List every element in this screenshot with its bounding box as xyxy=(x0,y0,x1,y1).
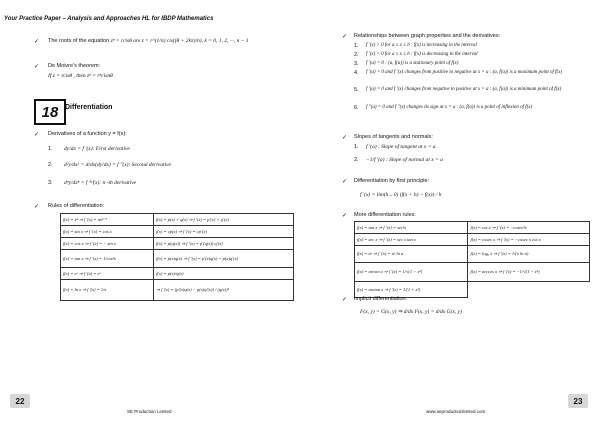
check-icon: ✓ xyxy=(342,34,348,40)
list-item: d²y/dx² = d/dx(dy/dx) = f ″(x): Second derivative xyxy=(64,162,171,168)
table-cell: f(x) = sec x ⇒ f ′(x) = sec x tan x xyxy=(355,234,468,246)
implicit-equation: F(x, y) = G(x, y) ⇒ d/dx F(x, y) = d/dx G(x, y) xyxy=(360,309,462,315)
implicit-intro: Implicit differentiation: xyxy=(354,296,408,302)
publisher-text: SE Production Limited xyxy=(127,409,172,414)
table-cell: f(x) = p(x) + q(x) ⇒ f ′(x) = p′(x) + q′(x) xyxy=(154,214,294,226)
table-cell: ⇒ f ′(x) = (p′(x)q(x) − p(x)q′(x)) / (q(x))² xyxy=(154,280,294,301)
table-row xyxy=(61,280,294,301)
table-cell: f(x) = ln x ⇒ f ′(x) = 1/x xyxy=(61,280,154,301)
table-cell: f(x) = p(q(x)) ⇒ f ′(x) = p′(q(x))·q′(x) xyxy=(154,238,294,250)
list-item: −1/f ′(a) : Slope of normal at x = a xyxy=(366,157,443,163)
table-cell: f(x) = sin x ⇒ f ′(x) = cos x xyxy=(61,226,154,238)
check-icon: ✓ xyxy=(342,135,348,141)
table-cell xyxy=(468,282,590,298)
table-cell: f(x) = arctan x ⇒ f ′(x) = 1/(1 + x²) xyxy=(355,282,468,298)
demoivre-body: If z = rcisθ , then zⁿ = rⁿcisnθ xyxy=(48,73,113,79)
website-text: www.seproductionlimited.com xyxy=(426,409,486,414)
list-item: f ′(a) = 0 and f ′(x) changes from positive to negative at x = a : (a, f(a)) is a maximum point of f(x) xyxy=(366,70,563,75)
list-number: 6. xyxy=(354,105,359,111)
table-cell: f(x) = cos x ⇒ f ′(x) = − sin x xyxy=(61,238,154,250)
list-item: f ′(a) = 0 and f ′(x) changes from negative to positive at x = a : (a, f(a)) is a minimum point of f(x) xyxy=(366,87,562,92)
list-number: 2. xyxy=(354,157,359,163)
list-item: dy/dx = f ′(x): First derivative xyxy=(64,146,130,152)
table-row xyxy=(355,263,590,282)
list-number: 3. xyxy=(48,180,53,186)
check-icon: ✓ xyxy=(34,132,40,138)
more-rules-intro: More differentiation rules: xyxy=(354,212,416,218)
check-icon: ✓ xyxy=(342,213,348,219)
rules-table xyxy=(60,213,294,301)
list-number: 2. xyxy=(48,162,53,168)
list-item: f ′(x) < 0 for a ≤ x ≤ b : f(x) is decreasing in the interval xyxy=(366,52,478,57)
table-cell: f(x) = xⁿ ⇒ f ′(x) = nxⁿ⁻¹ xyxy=(61,214,154,226)
more-rules-table xyxy=(354,221,590,298)
table-cell: f(x) = cot x ⇒ f ′(x) = −cosec²x xyxy=(468,222,590,234)
page-number-left: 22 xyxy=(10,394,30,408)
table-row xyxy=(355,234,590,246)
section-title: Differentiation xyxy=(65,104,113,111)
check-icon: ✓ xyxy=(34,39,40,45)
table-row xyxy=(355,222,590,234)
rules-intro: Rules of differentiation: xyxy=(48,203,105,209)
slopes-intro: Slopes of tangents and normals: xyxy=(354,134,433,140)
derivatives-intro: Derivatives of a function y = f(x): xyxy=(48,131,127,137)
list-number: 1. xyxy=(48,146,53,152)
list-item: f ′(a) : Slope of tangent at x = a xyxy=(366,144,436,150)
table-cell: f(x) = eˣ ⇒ f ′(x) = eˣ xyxy=(61,268,154,280)
table-cell: f(x) = cosec x ⇒ f ′(x) = −cosec x cot x xyxy=(468,234,590,246)
page-number-right: 23 xyxy=(568,394,588,408)
first-principle-equation: f ′(x) = lim(h→0) (f(x + h) − f(x)) / h xyxy=(360,192,442,198)
table-cell: f(x) = aˣ ⇒ f ′(x) = aˣ ln a xyxy=(355,246,468,263)
table-cell: f(x) = arccos x ⇒ f ′(x) = −1/√(1 − x²) xyxy=(468,263,590,282)
table-row xyxy=(61,214,294,226)
list-number: 3. xyxy=(354,61,359,67)
section-number: 18 xyxy=(34,99,66,125)
header-title: Your Practice Paper – Analysis and Approaches HL for IBDP Mathematics xyxy=(4,16,214,22)
check-icon: ✓ xyxy=(34,204,40,210)
table-cell: f(x) = tan x ⇒ f ′(x) = sec²x xyxy=(355,222,468,234)
table-row xyxy=(61,268,294,280)
table-cell: f(x) = logₐ x ⇒ f ′(x) = 1/(x ln a) xyxy=(468,246,590,263)
list-number: 2. xyxy=(354,52,359,58)
relationships-intro: Relationships between graph properties and the derivatives: xyxy=(354,33,501,39)
list-item: dⁿy/dxⁿ = f ⁽ⁿ⁾(x): n -th derivative xyxy=(64,180,137,186)
table-row xyxy=(61,238,294,250)
list-number: 4. xyxy=(354,70,359,76)
table-cell: f(x) = cp(x) ⇒ f ′(x) = cp′(x) xyxy=(154,226,294,238)
first-principle-intro: Differentiation by first principle: xyxy=(354,178,430,184)
table-row xyxy=(61,226,294,238)
list-item: f ′(x) > 0 for a ≤ x ≤ b : f(x) is increasing in the interval xyxy=(366,43,477,48)
table-row xyxy=(355,246,590,263)
demoivre-title: De Moivre's theorem: xyxy=(48,63,101,69)
table-cell: f(x) = p(x)q(x) ⇒ f ′(x) = p′(x)q(x) + p(x)q′(x) xyxy=(154,250,294,268)
check-icon: ✓ xyxy=(342,179,348,185)
roots-item xyxy=(48,38,293,45)
table-cell: f(x) = arcsin x ⇒ f ′(x) = 1/√(1 − x²) xyxy=(355,263,468,282)
list-item: f ′(a) = 0 : (a, f(a)) is a stationary point of f(x) xyxy=(366,61,459,66)
check-icon: ✓ xyxy=(342,297,348,303)
table-row xyxy=(61,250,294,268)
roots-label: The roots of the equation xyxy=(48,38,110,44)
list-number: 1. xyxy=(354,144,359,150)
list-number: 5. xyxy=(354,87,359,93)
check-icon: ✓ xyxy=(34,64,40,70)
roots-equation: zⁿ = rcisθ are z = r^(1/n) cis((θ + 2kπ)/n), k = 0, 1, 2, ···, n − 1 xyxy=(110,38,249,44)
list-item: f ″(a) = 0 and f ″(x) changes its sign at x = a : (a, f(a)) is a point of inflexion of f(x) xyxy=(366,105,533,110)
table-cell: f(x) = tan x ⇒ f ′(x) = 1/cos²x xyxy=(61,250,154,268)
right-page xyxy=(300,0,600,424)
table-cell: f(x) = p(x)/q(x) xyxy=(154,268,294,280)
list-number: 1. xyxy=(354,43,359,49)
